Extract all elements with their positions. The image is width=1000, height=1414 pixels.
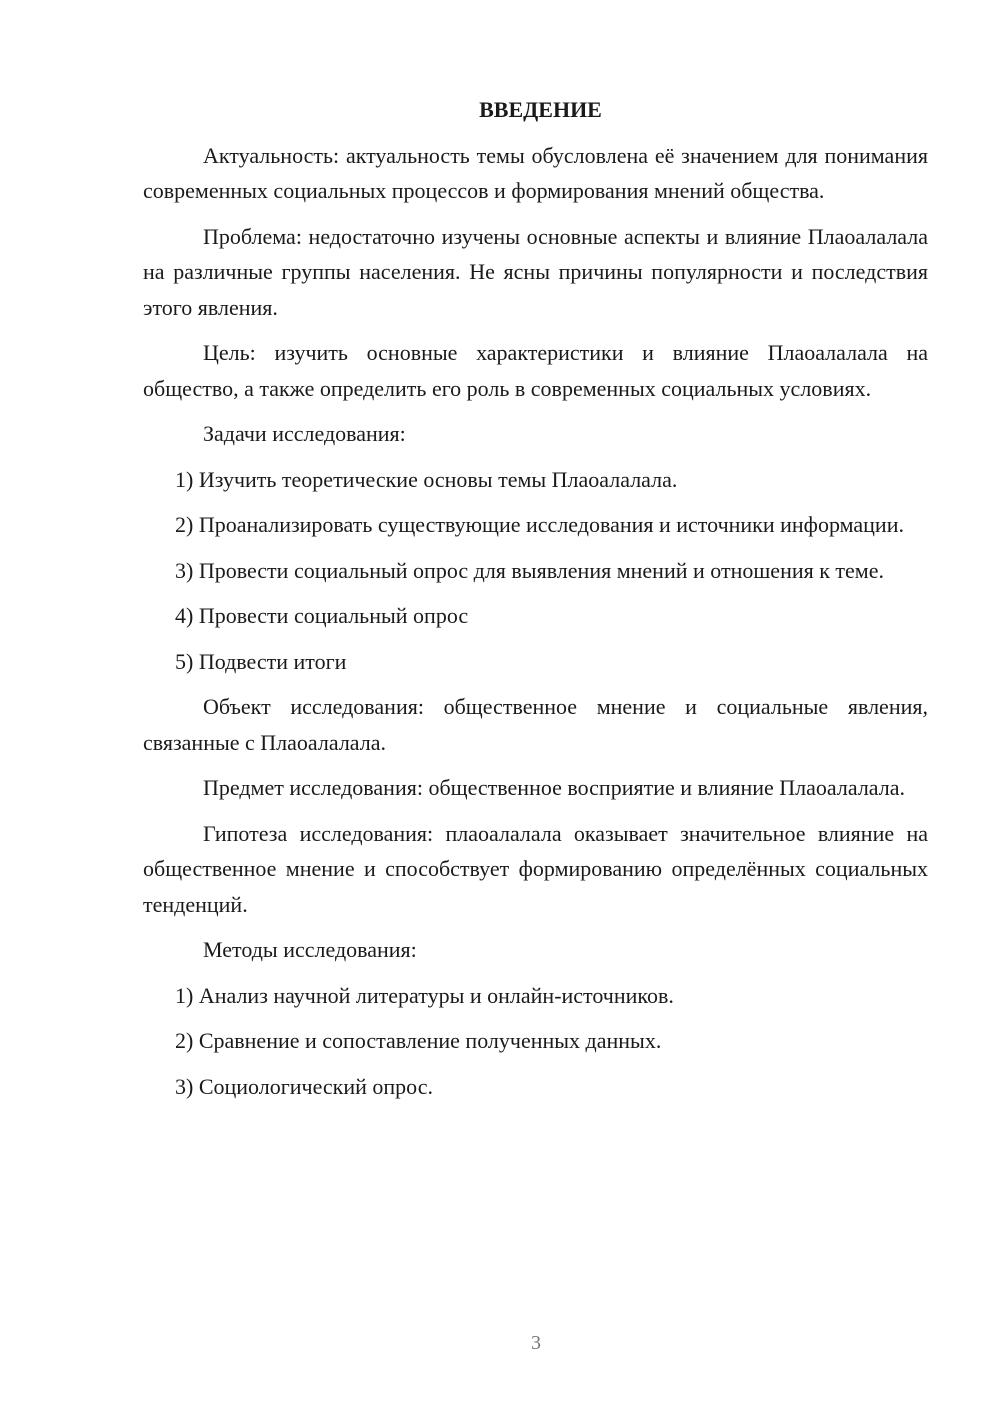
task-item: 3) Провести социальный опрос для выявления мнений и отношения к теме.	[175, 557, 884, 583]
object-paragraph: Объект исследования: общественное мнение и социальные явления, связанные с Плаоалалала.	[143, 694, 928, 755]
task-item: 1) Изучить теоретические основы темы Плаоалалала.	[175, 466, 678, 492]
methods-title: Методы исследования:	[203, 937, 417, 962]
problem-paragraph: Проблема: недостаточно изучены основные аспекты и влияние Плаоалалала на различные группы населения. Не ясны причины популярности и последствия этого явления.	[143, 223, 928, 320]
subject-paragraph: Предмет исследования: общественное восприятие и влияние Плаоалалала.	[203, 775, 906, 800]
task-item: 4) Провести социальный опрос	[175, 603, 469, 628]
method-item: 1) Анализ научной литературы и онлайн-источников.	[175, 982, 674, 1008]
section-heading: ВВЕДЕНИЕ	[479, 97, 602, 122]
page-number: 3	[531, 1332, 541, 1354]
goal-paragraph: Цель: изучить основные характеристики и влияние Плаоалалала на общество, а также определить его роль в современных социальных условиях.	[143, 340, 928, 401]
tasks-title: Задачи исследования:	[203, 421, 406, 446]
task-item: 2) Проанализировать существующие исследования и источники информации.	[175, 512, 904, 537]
method-item: 2) Сравнение и сопоставление полученных данных.	[175, 1028, 662, 1053]
relevance-paragraph: Актуальность: актуальность темы обусловлена её значением для понимания современных социальных процессов и формирования мнений общества.	[143, 142, 928, 203]
page-content	[143, 92, 928, 1114]
method-item: 3) Социологический опрос.	[175, 1073, 433, 1099]
hypothesis-paragraph: Гипотеза исследования: плаоалалала оказывает значительное влияние на общественное мнение и способствует формированию определённых социальных тенденций.	[143, 820, 928, 917]
task-item: 5) Подвести итоги	[175, 648, 347, 674]
